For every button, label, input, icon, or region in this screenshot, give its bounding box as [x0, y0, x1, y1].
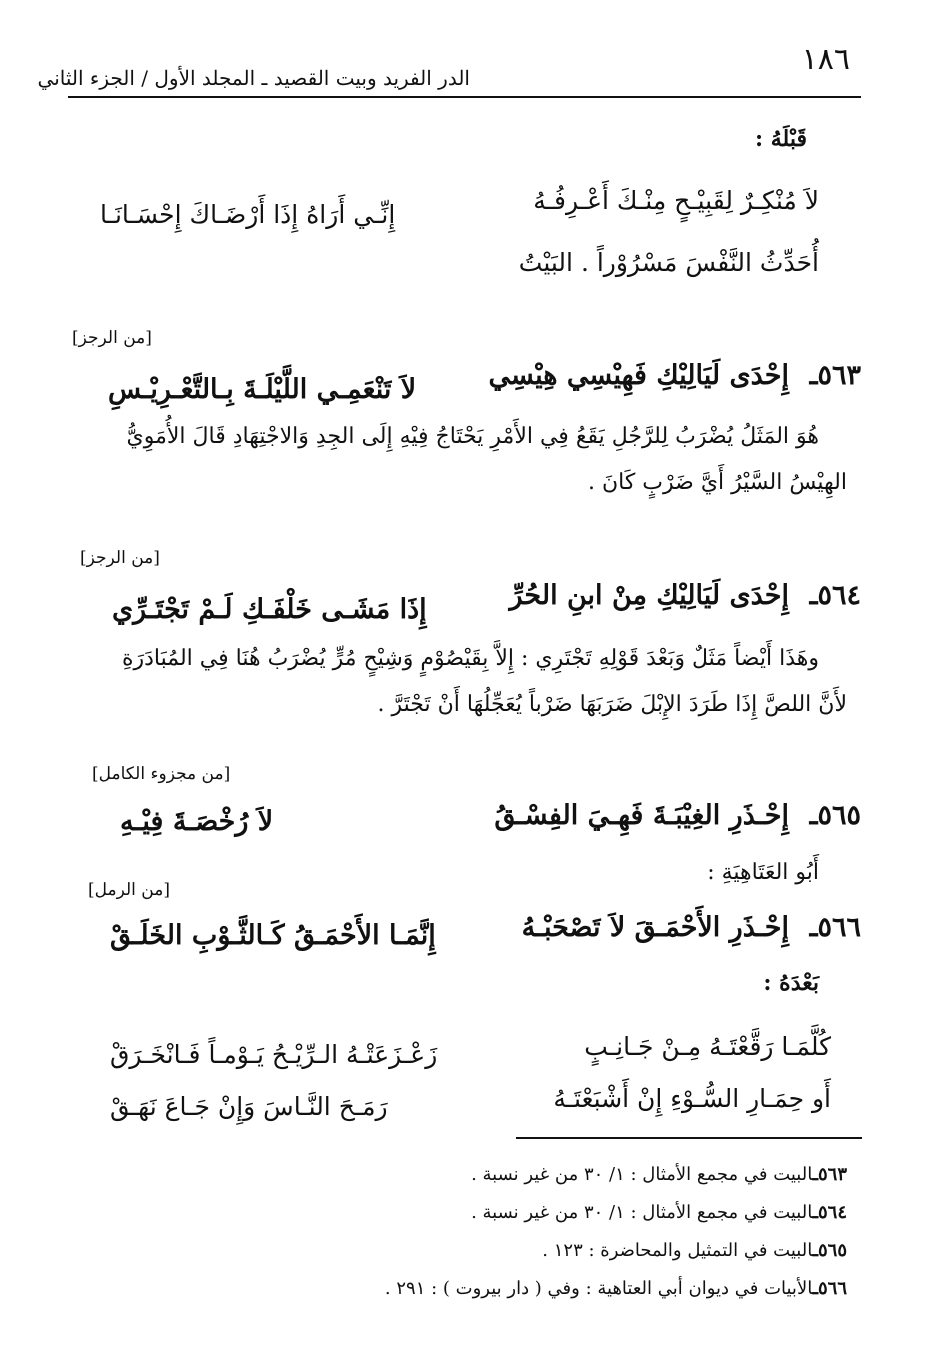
footnote-number: ٥٦٥ـ — [812, 1240, 847, 1261]
before-label: قَبْلَهُ : — [754, 126, 807, 152]
entry566-verse2-right: أَو حِمَـارِ السُّـوْءِ إِنْ أَشْبَعْتَـهُ — [553, 1084, 831, 1113]
after-label: بَعْدَهُ : — [763, 970, 819, 996]
entry563-hemistich-right: إِحْدَى لَيَالِيْكِ فَهِيْسِي هِيْسِي — [488, 360, 789, 391]
entry566-verse1-right: كُلَّمَـا رَقَّعْتَـهُ مِـنْ جَـانِـبٍ — [584, 1032, 831, 1061]
footnote-number: ٥٦٦ـ — [812, 1278, 847, 1299]
entry566-hemistich-right: إِحْـذَرِ الأَحْمَـقَ لاَ تَصْحَبْـهُ — [521, 912, 789, 943]
entry564-number: ٥٦٤ـ — [809, 580, 861, 611]
entry566-meter: [من الرمل] — [88, 880, 170, 900]
entry566-number: ٥٦٦ـ — [809, 912, 861, 943]
page-number: ١٨٦ — [801, 42, 850, 77]
entry566-hemistich-left: إِنَّمَـا الأَحْمَـقُ كَـالثَّـوْبِ الخَلَـقْ — [110, 920, 436, 951]
entry563-hemistich-left: لاَ تَنْعَمِـي اللَّيْلَـةَ بِـالتَّعْـرِيْـسِ — [108, 374, 417, 405]
entry565-hemistich-left: لاَ رُخْصَـةَ فِيْـهِ — [120, 806, 274, 837]
entry563-number: ٥٦٣ـ — [809, 360, 861, 391]
running-header-title: الدر الفريد وبيت القصيد ـ المجلد الأول / الجزء الثاني — [37, 66, 470, 90]
entry564-hemistich-right: إِحْدَى لَيَالِيْكِ مِنْ ابنِ الحُرِّ — [509, 580, 789, 611]
intro-verse1-left: إِنِّـي أَرَاهُ إِذَا أَرْضَـاكَ إِحْسَـانَـا — [100, 200, 396, 229]
entry566-verse1-left: زَعْـزَعَتْـهُ الـرِّيْـحُ يَـوْمـاً فَـانْخَـرَقْ — [110, 1040, 438, 1069]
header-divider — [68, 96, 861, 98]
entry564-meter: [من الرجز] — [80, 548, 160, 568]
entry564-commentary-line1: وهَذَا أَيْضاً مَثَلٌ وَبَعْدَ قَوْلِهِ تَجْتَرِي : إِلاَّ بِقَيْصُوْمٍ وَشِيْحٍ مُرٍّ يُضْرَبُ هُنَا فِي المُبَادَرَةِ — [121, 646, 819, 671]
entry563-commentary-line2: الهِيْسُ السَّيْرُ أَيَّ ضَرْبٍ كَانَ . — [587, 470, 847, 495]
entry565-meter: [من مجزوء الكامل] — [92, 764, 231, 784]
footnote-text: البيت في التمثيل والمحاضرة : ١٢٣ . — [542, 1240, 813, 1261]
footnote-566 — [385, 1278, 847, 1299]
entry564-hemistich-left: إِذَا مَشَـى خَلْفَـكِ لَـمْ تَجْتَـرِّي — [112, 594, 427, 625]
entry565-hemistich-right: إِحْـذَرِ الغِيْبَـةَ فَهِـيَ الفِسْـقُ — [494, 800, 789, 831]
entry566-verse2-left: رَمَـحَ النَّـاسَ وَإِنْ جَـاعَ نَهَـقْ — [110, 1092, 388, 1121]
footnote-text: الأبيات في ديوان أبي العتاهية : وفي ( دار بيروت ) : ٢٩١ . — [384, 1278, 813, 1299]
footnote-divider — [516, 1137, 862, 1139]
footnote-564 — [471, 1202, 847, 1223]
footnote-565 — [542, 1240, 847, 1261]
intro-verse1-right: لاَ مُنْكِـرٌ لِقَبِيْـحٍ مِنْـكَ أَعْـرِفُـهُ — [533, 186, 819, 215]
entry565-commentary: أَبُو العَتَاهِيَةِ : — [707, 860, 819, 885]
footnote-563 — [471, 1164, 847, 1185]
entry564-commentary-line2: لأَنَّ اللصَّ إِذَا طَرَدَ الإِبْلَ ضَرَبَهَا ضَرْباً يُعَجِّلُهَا أَنْ تَجْتَرَّ . — [377, 692, 847, 717]
footnote-number: ٥٦٣ـ — [812, 1164, 847, 1185]
footnote-number: ٥٦٤ـ — [812, 1202, 847, 1223]
footnote-text: البيت في مجمع الأمثال : ١/ ٣٠ من غير نسبة . — [471, 1164, 813, 1185]
entry565-number: ٥٦٥ـ — [809, 800, 861, 831]
intro-verse2: أُحَدِّثُ النَّفْسَ مَسْرُوْراً . البَيْتُ — [518, 248, 819, 277]
entry563-meter: [من الرجز] — [72, 328, 152, 348]
footnote-text: البيت في مجمع الأمثال : ١/ ٣٠ من غير نسبة . — [471, 1202, 813, 1223]
entry563-commentary-line1: هُوَ المَثَلُ يُضْرَبُ لِلرَّجُلِ يَقَعُ فِي الأَمْرِ يَحْتَاجُ فِيْهِ إِلَى الجِدِ وَالاجْتِهَادِ قَالَ الأُمَوِيُّ — [126, 424, 819, 449]
